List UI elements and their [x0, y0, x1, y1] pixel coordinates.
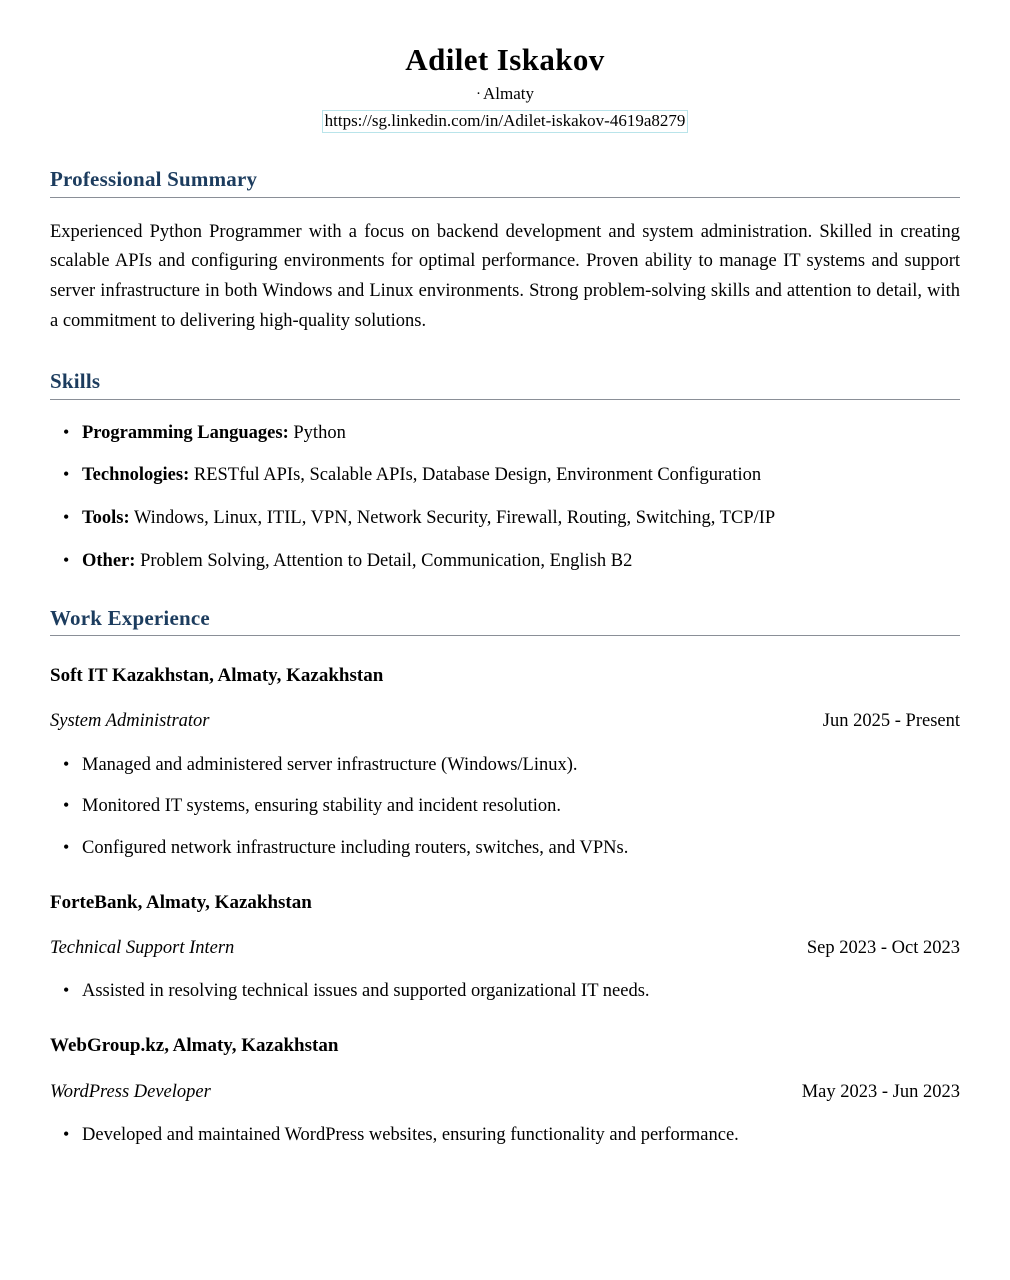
- section-title-work-experience: Work Experience: [50, 605, 210, 630]
- job-meta-row: [50, 1080, 960, 1104]
- job-bullet-list: [50, 752, 960, 863]
- job-bullet: • Assisted in resolving technical issues and supported organizational IT needs.: [50, 978, 960, 1006]
- skill-value: Python: [288, 422, 346, 443]
- skills-body: [50, 420, 960, 576]
- section-work-experience: [50, 606, 960, 1150]
- candidate-name: Adilet Iskakov: [405, 42, 605, 77]
- separator-dot-icon: ·: [476, 85, 481, 102]
- job-meta-row: [50, 936, 960, 960]
- job-bullet-list: [50, 978, 960, 1006]
- job-role: WordPress Developer: [50, 1081, 211, 1102]
- skill-item: [50, 420, 960, 448]
- skill-value: Windows, Linux, ITIL, VPN, Network Security, Firewall, Routing, Switching, TCP/IP: [129, 508, 776, 529]
- job-bullet: • Managed and administered server infrastructure (Windows/Linux).: [50, 752, 960, 780]
- section-skills: [50, 369, 960, 575]
- job-meta-row: [50, 709, 960, 733]
- skill-category-label: Programming Languages:: [82, 422, 289, 443]
- section-title-skills: Skills: [50, 369, 101, 394]
- skill-item: [50, 548, 960, 576]
- skill-category-label: Technologies:: [82, 465, 190, 486]
- job-dates: Sep 2023 - Oct 2023: [806, 938, 960, 959]
- job-company: ForteBank, Almaty, Kazakhstan: [50, 891, 312, 913]
- linkedin-link[interactable]: https://sg.linkedin.com/in/Adilet-iskakov-4619a8279: [322, 110, 689, 134]
- job-company: WebGroup.kz, Almaty, Kazakhstan: [50, 1035, 339, 1057]
- summary-body: [50, 218, 960, 338]
- work-experience-list: [50, 664, 960, 1150]
- job-dates: May 2023 - Jun 2023: [801, 1081, 960, 1102]
- skill-value: Problem Solving, Attention to Detail, Communication, English B2: [135, 550, 633, 571]
- section-rule: [50, 197, 960, 198]
- job-bullet: • Monitored IT systems, ensuring stability and incident resolution.: [50, 793, 960, 821]
- job-bullet: • Developed and maintained WordPress websites, ensuring functionality and performance.: [50, 1122, 960, 1150]
- skill-item: [50, 462, 960, 490]
- section-rule: [50, 635, 960, 636]
- job-entry: [50, 891, 960, 1006]
- job-company: Soft IT Kazakhstan, Almaty, Kazakhstan: [50, 664, 384, 686]
- job-bullet: • Configured network infrastructure including routers, switches, and VPNs.: [50, 835, 960, 863]
- contact-location-line: [50, 82, 960, 107]
- resume-header: [50, 0, 960, 133]
- job-role: System Administrator: [50, 711, 210, 732]
- skills-list: [50, 420, 960, 576]
- section-title-professional-summary: Professional Summary: [50, 167, 258, 192]
- skill-value: RESTful APIs, Scalable APIs, Database Design, Environment Configuration: [189, 465, 762, 486]
- skill-category-label: Other:: [82, 550, 136, 571]
- contact-link-row: [50, 110, 960, 134]
- job-role: Technical Support Intern: [50, 938, 235, 959]
- section-professional-summary: [50, 167, 960, 337]
- section-rule: [50, 399, 960, 400]
- job-bullet-list: [50, 1122, 960, 1150]
- job-dates: Jun 2025 - Present: [822, 711, 960, 732]
- skill-category-label: Tools:: [82, 508, 130, 529]
- job-entry: [50, 1034, 960, 1149]
- job-entry: [50, 664, 960, 863]
- location-text: Almaty: [483, 83, 534, 103]
- skill-item: [50, 505, 960, 533]
- summary-paragraph: Experienced Python Programmer with a focus on backend development and system administration. Skilled in creating scalable APIs and configuring environments for optimal performance. Proven ability to manage IT systems and support server infrastructure in both Windows and Linux environments. Strong problem-solving skills and attention to detail, with a commitment to delivering high-quality solutions.: [50, 221, 960, 332]
